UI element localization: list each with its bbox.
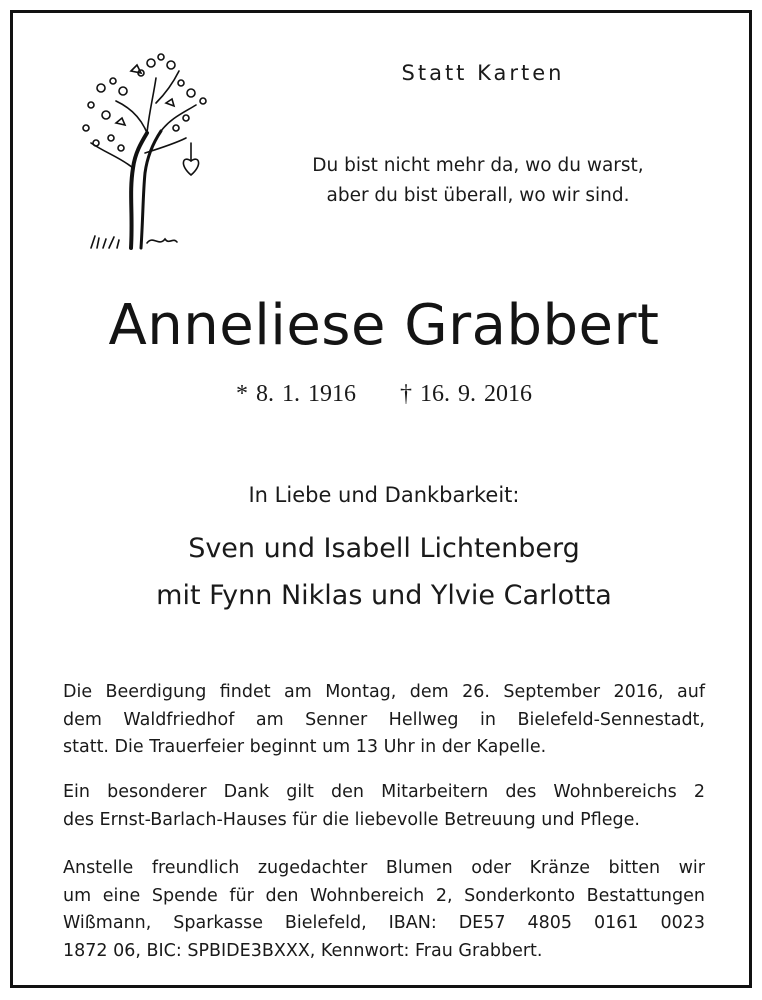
text-line: Anstelle freundlich zugedachter Blumen oder Kränze bitten wir (63, 858, 705, 878)
mourners-intro: In Liebe und Dankbarkeit: (248, 483, 520, 507)
text-line: Ein besonderer Dank gilt den Mitarbeitern des Wohnbereichs 2 (63, 782, 705, 802)
death-date: † 16. 9. 2016 (400, 381, 532, 407)
statt-karten-heading: Statt Karten (401, 61, 565, 85)
poem-line: Du bist nicht mehr da, wo du warst, (312, 155, 644, 176)
text-line: 1872 06, BIC: SPBIDE3BXXX, Kennwort: Frau Grabbert. (63, 940, 543, 961)
life-dates (13, 381, 755, 408)
text-line: um eine Spende für den Wohnbereich 2, Sonderkonto Bestattungen (63, 885, 705, 906)
poem-line: aber du bist überall, wo wir sind. (326, 185, 630, 206)
mourner-line: Sven und Isabell Lichtenberg (188, 533, 580, 564)
birth-date: * 8. 1. 1916 (236, 381, 356, 407)
text-line: statt. Die Trauerfeier beginnt um 13 Uhr in der Kapelle. (63, 737, 547, 757)
burial-notice (63, 679, 705, 762)
text-line: dem Waldfriedhof am Senner Hellweg in Bielefeld-Sennestadt, (63, 709, 705, 730)
mourners (13, 525, 755, 619)
poem (253, 151, 703, 211)
mourner-line: mit Fynn Niklas und Ylvie Carlotta (156, 580, 612, 611)
text-line: des Ernst-Barlach-Hauses für die liebevolle Betreuung und Pflege. (63, 809, 640, 830)
text-line: Die Beerdigung findet am Montag, dem 26. September 2016, auf (63, 682, 705, 702)
thanks-notice (63, 779, 705, 834)
text-line: Wißmann, Sparkasse Bielefeld, IBAN: DE57 4805 0161 0023 (63, 913, 705, 933)
tree-drawing-icon (61, 43, 221, 263)
obituary-frame (10, 10, 752, 988)
deceased-name: Anneliese Grabbert (108, 293, 660, 358)
donation-notice (63, 855, 705, 965)
